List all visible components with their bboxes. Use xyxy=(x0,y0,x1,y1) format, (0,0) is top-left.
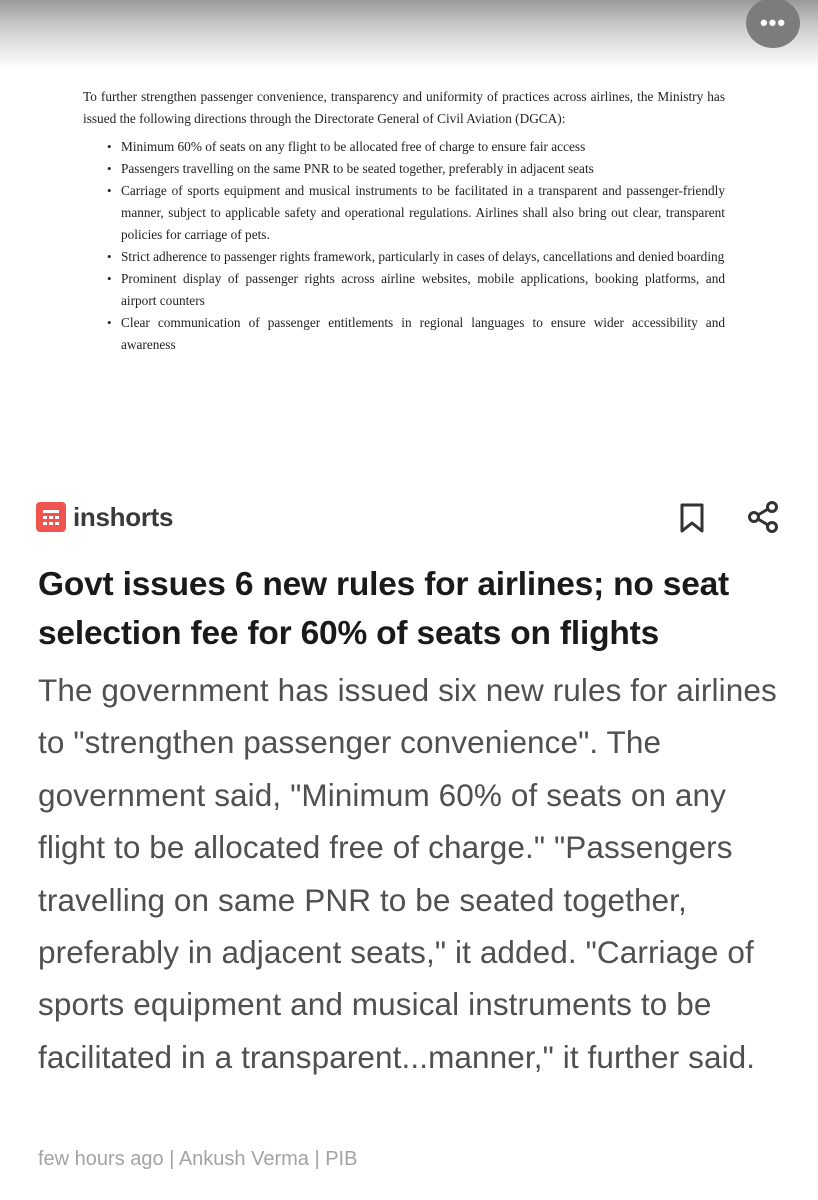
list-item: • Carriage of sports equipment and musical instruments to be facilitated in a transparent and passenger-friendly manner, subject to applicable safety and operational regulations. Airlines shall also bring out clear, transparent policies for carriage of pets. xyxy=(107,183,725,242)
list-item: • Strict adherence to passenger rights framework, particularly in cases of delays, cancellations and denied boarding xyxy=(107,249,725,264)
article-body: The government has issued six new rules for airlines to "strengthen passenger convenience". The government said, "Minimum 60% of seats on any flight to be allocated free of charge." "Passengers travelling on same PNR to be seated together, preferably in adjacent seats," it added. "Carriage of sports equipment and musical instruments to be facilitated in a transparent...manner," it further said. xyxy=(38,672,777,1075)
bookmark-button[interactable] xyxy=(678,502,706,534)
document-bullet-list xyxy=(83,136,725,356)
top-overlay xyxy=(0,0,818,70)
document-intro: To further strengthen passenger convenience, transparency and uniformity of practices across airlines, the Ministry has issued the following directions through the Directorate General of Civil Aviation (DGCA): xyxy=(83,89,725,126)
brand[interactable] xyxy=(36,500,173,534)
document-image xyxy=(83,86,725,356)
bookmark-icon xyxy=(678,502,706,534)
list-item: • Minimum 60% of seats on any flight to be allocated free of charge to ensure fair access xyxy=(107,139,586,154)
more-options-button[interactable] xyxy=(746,0,800,48)
more-horizontal-icon: ••• xyxy=(759,10,787,35)
article-byline: few hours ago | Ankush Verma | PIB xyxy=(38,1148,358,1170)
share-icon xyxy=(746,500,780,534)
inshorts-logo-icon xyxy=(36,502,66,532)
share-button[interactable] xyxy=(746,500,780,534)
list-item: • Clear communication of passenger entitlements in regional languages to ensure wider accessibility and awareness xyxy=(107,315,725,352)
list-item: • Prominent display of passenger rights across airline websites, mobile applications, booking platforms, and airport counters xyxy=(107,271,725,308)
article-headline[interactable]: Govt issues 6 new rules for airlines; no seat selection fee for 60% of seats on flights xyxy=(38,566,730,652)
brand-name: inshorts xyxy=(73,501,174,532)
list-item: • Passengers travelling on the same PNR to be seated together, preferably in adjacent seats xyxy=(107,161,594,176)
